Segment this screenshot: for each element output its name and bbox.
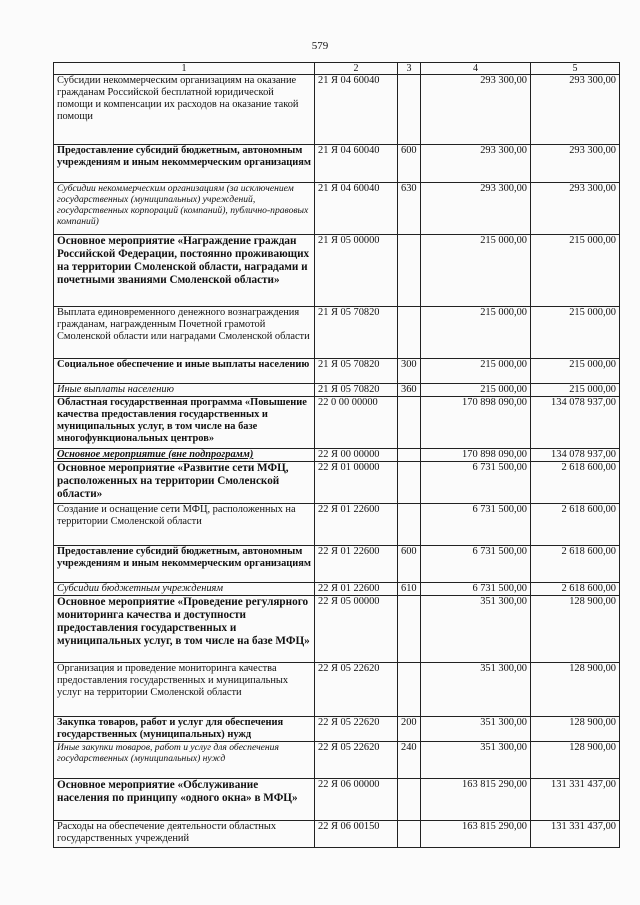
row-amount-2: 215 000,00	[531, 359, 620, 384]
row-name: Основное мероприятие «Обслуживание населения по принципу «одного окна» в МФЦ»	[54, 779, 315, 821]
row-amount-1: 215 000,00	[421, 307, 531, 359]
row-amount-1: 293 300,00	[421, 145, 531, 183]
row-code: 22 Я 06 00150	[315, 821, 398, 848]
row-name: Социальное обеспечение и иные выплаты населению	[54, 359, 315, 384]
row-amount-1: 170 898 090,00	[421, 449, 531, 462]
table-row	[54, 821, 620, 848]
row-name: Основное мероприятие (вне подпрограмм)	[54, 449, 315, 462]
row-amount-2: 2 618 600,00	[531, 546, 620, 583]
row-expense-type	[398, 75, 421, 145]
row-expense-type	[398, 235, 421, 307]
row-amount-1: 163 815 290,00	[421, 779, 531, 821]
row-code: 22 Я 01 22600	[315, 546, 398, 583]
budget-table	[53, 62, 620, 848]
table-row	[54, 397, 620, 449]
row-amount-1: 6 731 500,00	[421, 583, 531, 596]
row-amount-2: 128 900,00	[531, 742, 620, 779]
row-expense-type: 600	[398, 546, 421, 583]
row-code: 21 Я 05 70820	[315, 307, 398, 359]
table-row	[54, 717, 620, 742]
table-row	[54, 583, 620, 596]
row-amount-2: 128 900,00	[531, 596, 620, 663]
row-amount-1: 215 000,00	[421, 359, 531, 384]
row-name: Предоставление субсидий бюджетным, автономным учреждениям и иным некоммерческим организациям	[54, 145, 315, 183]
row-amount-1: 293 300,00	[421, 183, 531, 235]
row-code: 22 Я 01 00000	[315, 462, 398, 504]
table-row	[54, 183, 620, 235]
table-row	[54, 462, 620, 504]
row-name: Субсидии некоммерческим организациям на оказание гражданам Российской бесплатной юридической помощи и компенсации их расходов на оказание такой помощи	[54, 75, 315, 145]
row-amount-2: 215 000,00	[531, 384, 620, 397]
row-name: Областная государственная программа «Повышение качества предоставления государственных и муниципальных услуг, в том числе на базе многофункциональных центров»	[54, 397, 315, 449]
row-expense-type: 360	[398, 384, 421, 397]
row-amount-1: 215 000,00	[421, 235, 531, 307]
row-amount-2: 293 300,00	[531, 183, 620, 235]
row-name: Предоставление субсидий бюджетным, автономным учреждениям и иным некоммерческим организациям	[54, 546, 315, 583]
table-row	[54, 235, 620, 307]
table-row	[54, 742, 620, 779]
table-row	[54, 504, 620, 546]
row-code: 22 Я 05 22620	[315, 742, 398, 779]
row-expense-type	[398, 596, 421, 663]
row-code: 21 Я 04 60040	[315, 183, 398, 235]
table-row	[54, 546, 620, 583]
table-row	[54, 307, 620, 359]
row-amount-2: 293 300,00	[531, 145, 620, 183]
row-amount-1: 215 000,00	[421, 384, 531, 397]
page-number: 579	[311, 40, 329, 52]
row-expense-type: 610	[398, 583, 421, 596]
table-row	[54, 384, 620, 397]
table-row	[54, 359, 620, 384]
row-expense-type: 300	[398, 359, 421, 384]
row-amount-1: 163 815 290,00	[421, 821, 531, 848]
row-code: 22 Я 01 22600	[315, 504, 398, 546]
row-code: 21 Я 05 70820	[315, 359, 398, 384]
row-name: Закупка товаров, работ и услуг для обеспечения государственных (муниципальных) нужд	[54, 717, 315, 742]
row-amount-2: 128 900,00	[531, 717, 620, 742]
row-amount-2: 2 618 600,00	[531, 504, 620, 546]
row-amount-2: 215 000,00	[531, 307, 620, 359]
row-expense-type: 600	[398, 145, 421, 183]
row-expense-type: 630	[398, 183, 421, 235]
row-name: Основное мероприятие «Развитие сети МФЦ, расположенных на территории Смоленской области»	[54, 462, 315, 504]
row-amount-1: 170 898 090,00	[421, 397, 531, 449]
col-header-name: 1	[54, 63, 315, 75]
col-header-code: 2	[315, 63, 398, 75]
row-expense-type	[398, 779, 421, 821]
table-row	[54, 779, 620, 821]
row-expense-type	[398, 504, 421, 546]
row-code: 21 Я 05 00000	[315, 235, 398, 307]
row-code: 21 Я 04 60040	[315, 75, 398, 145]
row-code: 22 Я 00 00000	[315, 449, 398, 462]
table-row	[54, 596, 620, 663]
table-row	[54, 145, 620, 183]
row-amount-2: 131 331 437,00	[531, 821, 620, 848]
row-amount-1: 293 300,00	[421, 75, 531, 145]
row-expense-type	[398, 462, 421, 504]
row-name: Субсидии некоммерческим организациям (за исключением государственных (муниципальных) учреждений, государственных корпораций (компаний), публично-правовых компаний)	[54, 183, 315, 235]
row-code: 22 Я 06 00000	[315, 779, 398, 821]
row-name: Выплата единовременного денежного вознаграждения гражданам, награжденным Почетной грамотой Смоленской области или наградами Смоленской области	[54, 307, 315, 359]
table-row	[54, 75, 620, 145]
row-expense-type	[398, 663, 421, 717]
row-amount-2: 293 300,00	[531, 75, 620, 145]
row-amount-2: 2 618 600,00	[531, 462, 620, 504]
row-code: 22 Я 05 00000	[315, 596, 398, 663]
row-name: Иные выплаты населению	[54, 384, 315, 397]
row-expense-type: 240	[398, 742, 421, 779]
table-body	[54, 75, 620, 848]
row-amount-1: 351 300,00	[421, 742, 531, 779]
row-name: Организация и проведение мониторинга качества предоставления государственных и муниципальных услуг на территории Смоленской области	[54, 663, 315, 717]
row-amount-1: 351 300,00	[421, 596, 531, 663]
row-amount-2: 134 078 937,00	[531, 449, 620, 462]
row-name: Основное мероприятие «Награждение граждан Российской Федерации, постоянно проживающих на территории Смоленской области, наградами и почетными званиями Смоленской области»	[54, 235, 315, 307]
col-header-type: 3	[398, 63, 421, 75]
row-code: 22 0 00 00000	[315, 397, 398, 449]
row-expense-type	[398, 449, 421, 462]
col-header-amount-2: 5	[531, 63, 620, 75]
row-name: Создание и оснащение сети МФЦ, расположенных на территории Смоленской области	[54, 504, 315, 546]
row-amount-2: 131 331 437,00	[531, 779, 620, 821]
row-code: 22 Я 01 22600	[315, 583, 398, 596]
row-name: Основное мероприятие «Проведение регулярного мониторинга качества и доступности предоставления государственных и муниципальных услуг, в том числе на базе МФЦ»	[54, 596, 315, 663]
row-expense-type	[398, 821, 421, 848]
row-amount-2: 2 618 600,00	[531, 583, 620, 596]
row-code: 22 Я 05 22620	[315, 717, 398, 742]
row-amount-1: 6 731 500,00	[421, 504, 531, 546]
row-amount-1: 6 731 500,00	[421, 462, 531, 504]
row-code: 21 Я 05 70820	[315, 384, 398, 397]
table-header-row	[54, 63, 620, 75]
row-amount-1: 351 300,00	[421, 663, 531, 717]
row-code: 22 Я 05 22620	[315, 663, 398, 717]
row-name: Иные закупки товаров, работ и услуг для обеспечения государственных (муниципальных) нужд	[54, 742, 315, 779]
row-amount-2: 215 000,00	[531, 235, 620, 307]
col-header-amount-1: 4	[421, 63, 531, 75]
row-amount-1: 6 731 500,00	[421, 546, 531, 583]
table-row	[54, 663, 620, 717]
row-name: Субсидии бюджетным учреждениям	[54, 583, 315, 596]
row-expense-type	[398, 307, 421, 359]
row-amount-2: 128 900,00	[531, 663, 620, 717]
row-amount-1: 351 300,00	[421, 717, 531, 742]
row-expense-type: 200	[398, 717, 421, 742]
table-row	[54, 449, 620, 462]
row-code: 21 Я 04 60040	[315, 145, 398, 183]
row-amount-2: 134 078 937,00	[531, 397, 620, 449]
row-expense-type	[398, 397, 421, 449]
row-name: Расходы на обеспечение деятельности областных государственных учреждений	[54, 821, 315, 848]
